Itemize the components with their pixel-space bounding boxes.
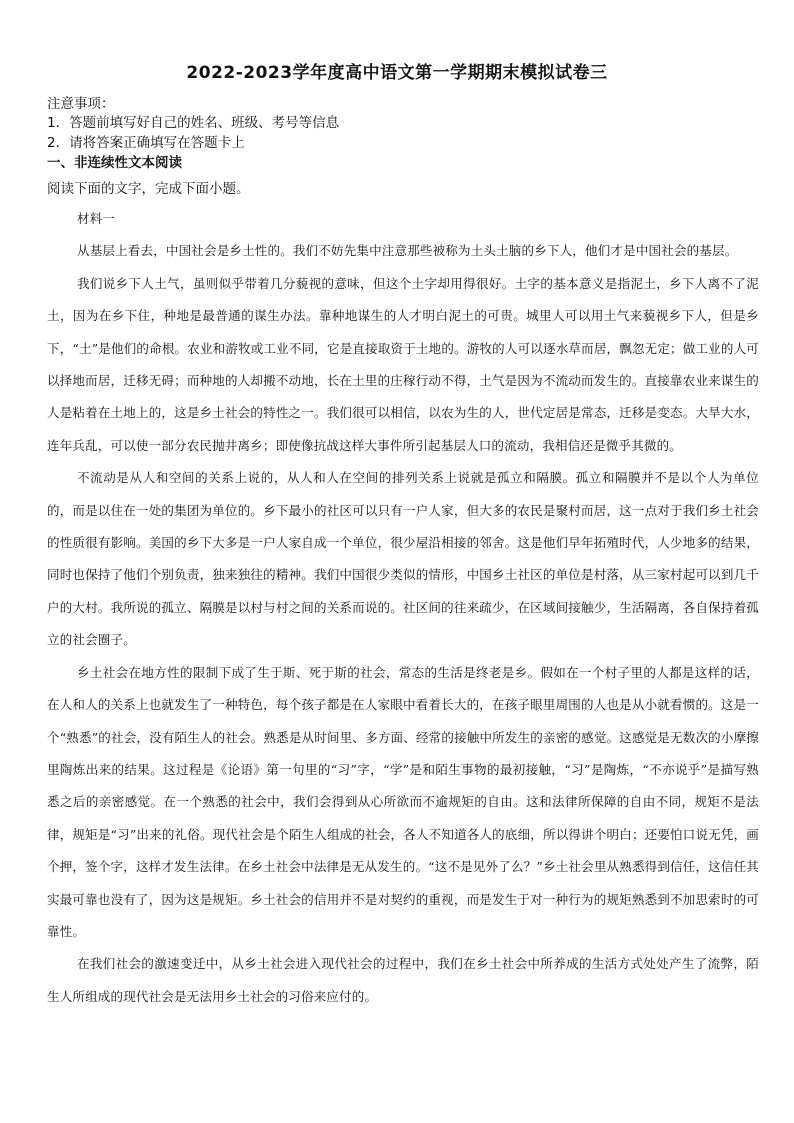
passage-paragraph-3: 不流动是从人和空间的关系上说的，从人和人在空间的排列关系上说就是孤立和隔膜。孤立和隔膜并不是以个人为单位的，而是以住在一处的集团为单位的。乡下最小的社区可以只有一户人家，但大多的农民是聚村而居，这一点对于我们乡土社会的性质很有影响。美国的乡下大多是一户人家自成一个单位，很少屋沿相接的邻舍。这是他们早年拓殖时代，人少地多的结果，同时也保持了他们个别负责，独来独往的精神。我们中国很少类似的情形，中国乡土社区的单位是村落，从三家村起可以到几千户的大村。我所说的孤立、隔膜是以村与村之间的关系而说的。社区间的往来疏少，在区域间接触少，生活隔离，各自保持着孤立的社会圈子。	[47, 470, 759, 648]
passage-paragraph-4: 乡土社会在地方性的限制下成了生于斯、死于斯的社会，常态的生活是终老是乡。假如在一个村子里的人都是这样的话，在人和人的关系上也就发生了一种特色，每个孩子都是在人家眼中看着长大的，在孩子眼里周围的人也是从小就看惯的。这是一个“熟悉”的社会，没有陌生人的社会。熟悉是从时间里、多方面、经常的接触中所发生的亲密的感觉。这感觉是无数次的小摩擦里陶炼出来的结果。这过程是《论语》第一句里的“习”字，“学”是和陌生事物的最初接触，“习”是陶炼，“不亦说乎”是描写熟悉之后的亲密感觉。在一个熟悉的社会中，我们会得到从心所欲而不逾规矩的自由。这和法律所保障的自由不同，规矩不是法律，规矩是“习”出来的礼俗。现代社会是个陌生人组成的社会，各人不知道各人的底细，所以得讲个明白；还要怕口说无凭，画个押，签个字，这样才发生法律。在乡土社会中法律是无从发生的。“这不是见外了么？”乡土社会里从熟悉得到信任，这信任其实最可靠也没有了，因为这是规矩。乡土社会的信用并不是对契约的重视，而是发生于对一种行为的规矩熟悉到不加思索时的可靠性。	[47, 664, 759, 939]
notes-item-2: 2．请将答案正确填写在答题卡上	[47, 135, 245, 151]
material-label: 材料一	[77, 211, 116, 226]
section-heading: 一、非连续性文本阅读	[47, 155, 182, 171]
notes-item-1: 1．答题前填写好自己的姓名、班级、考号等信息	[47, 115, 340, 131]
page-title: 2022-2023学年度高中语文第一学期期末模拟试卷三	[186, 63, 608, 83]
notes-heading: 注意事项：	[47, 96, 115, 112]
passage-paragraph-5: 在我们社会的激速变迁中，从乡土社会进入现代社会的过程中，我们在乡土社会中所养成的生活方式处处产生了流弊，陌生人所组成的现代社会是无法用乡土社会的习俗来应付的。	[47, 956, 759, 1004]
passage-paragraph-2: 我们说乡下人土气，虽则似乎带着几分藐视的意味，但这个土字却用得很好。土字的基本意义是指泥土，乡下人离不了泥土，因为在乡下住，种地是最普通的谋生办法。靠种地谋生的人才明白泥土的可贵。城里人可以用土气来藐视乡下人，但是乡下，“土”是他们的命根。农业和游牧或工业不同，它是直接取资于土地的。游牧的人可以逐水草而居，飘忽无定；做工业的人可以择地而居，迁移无碍；而种地的人却搬不动地，长在土里的庄稼行动不得，土气是因为不流动而发生的。直接靠农业来谋生的人是粘着在土地上的，这是乡土社会的特性之一。我们很可以相信，以农为生的人，世代定居是常态，迁移是变态。大旱大水，连年兵乱，可以使一部分农民抛井离乡；即使像抗战这样大事件所引起基层人口的流动，我相信还是微乎其微的。	[47, 275, 759, 453]
section-instruction: 阅读下面的文字，完成下面小题。	[47, 181, 250, 197]
passage-paragraph-1: 从基层上看去，中国社会是乡土性的。我们不妨先集中注意那些被称为土头土脑的乡下人，他们才是中国社会的基层。	[77, 243, 738, 259]
reading-passage	[47, 203, 759, 1013]
